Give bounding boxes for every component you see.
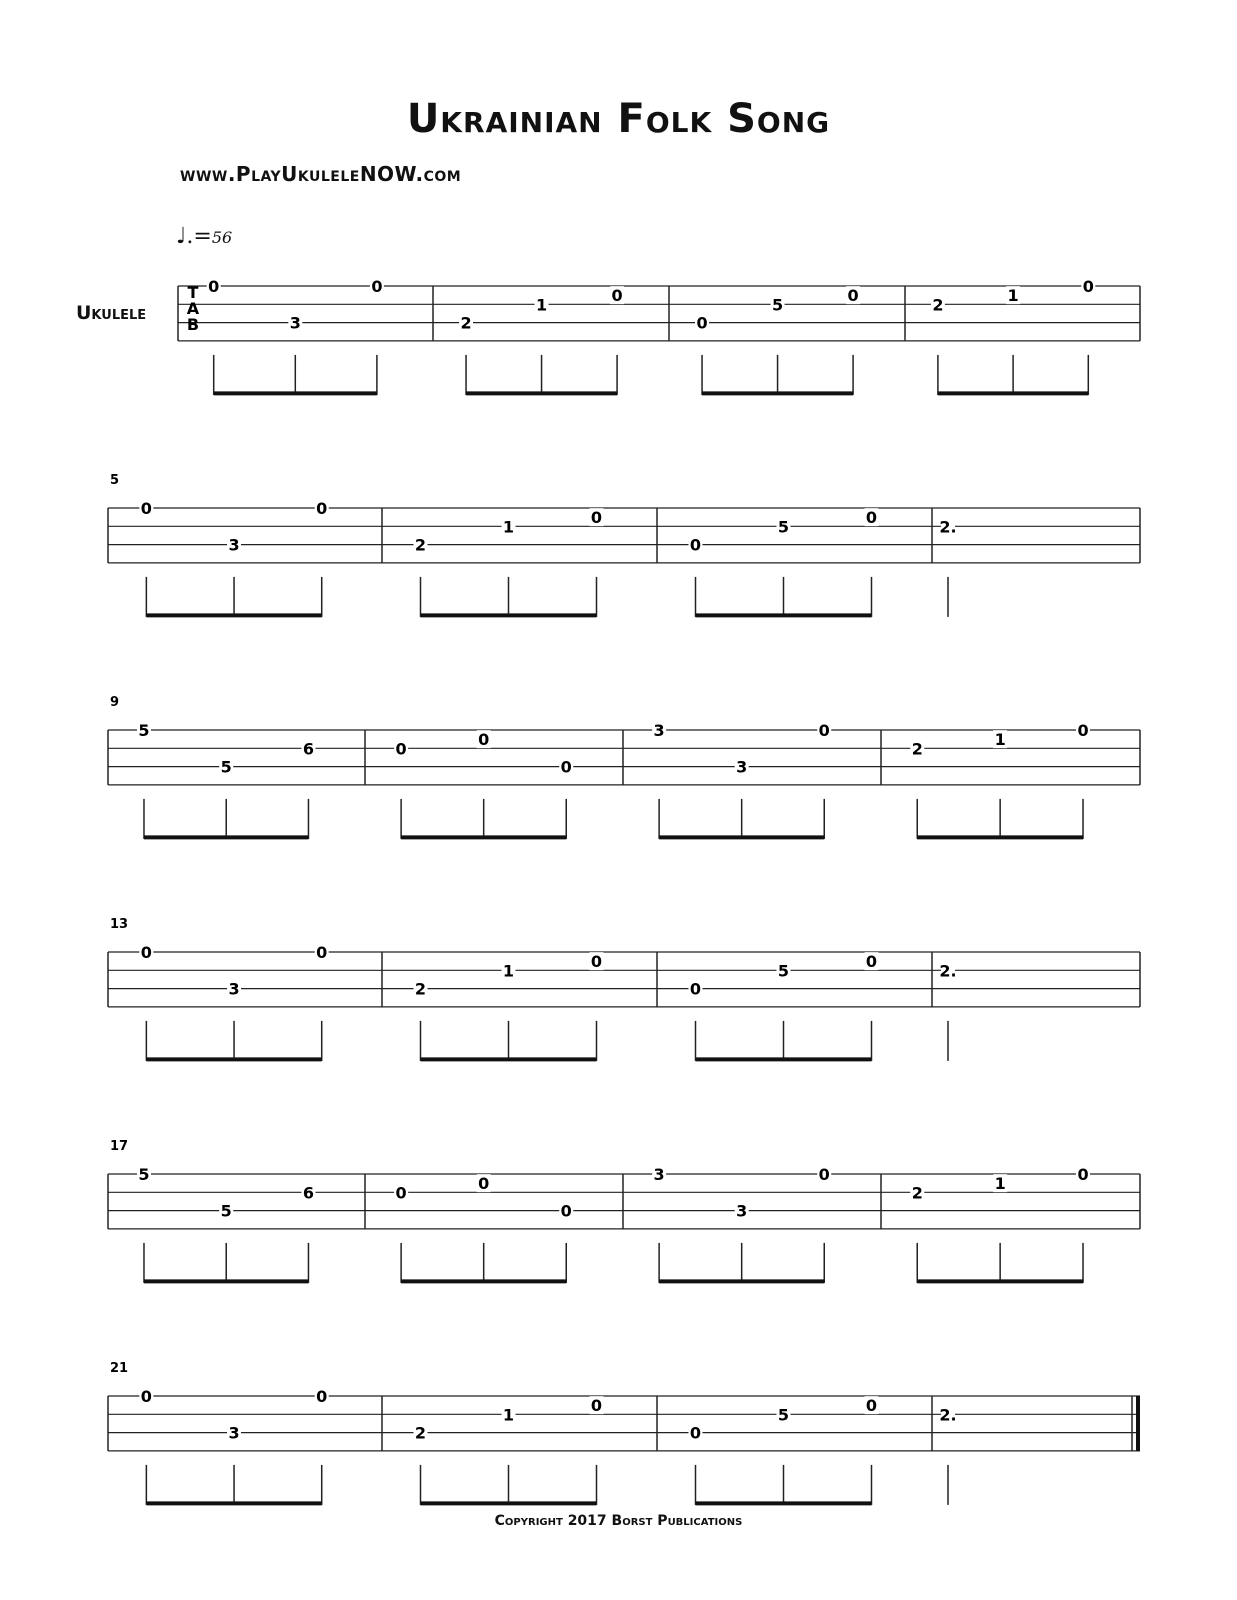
fret-number: 0 [865,952,878,972]
fret-number: 0 [696,313,708,333]
measure-number: 17 [110,1139,129,1154]
tab-clef-letter: A [186,299,200,318]
instrument-label: Ukulele [76,302,147,324]
copyright-notice: Copyright 2017 Borst Publications [494,1513,743,1529]
fret-number: 2. [939,1405,957,1425]
fret-number: 1 [502,517,515,537]
fret-number: 3 [736,757,748,777]
fret-number: 2 [414,1423,427,1443]
fret-number: 1 [502,961,515,981]
fret-number: 0 [611,286,623,306]
fret-number: 2 [911,1183,923,1203]
fret-number: 3 [228,535,240,555]
fret-number: 2 [932,295,944,315]
fret-number: 0 [689,1423,702,1443]
fret-number: 0 [208,277,220,296]
fret-number: 5 [777,1405,790,1425]
fret-number: 5 [220,757,232,777]
fret-number: 0 [140,943,152,962]
fret-number: 2 [414,979,427,999]
fret-number: 0 [590,508,603,528]
dotted-quarter-note-icon: ♩. [176,224,194,249]
measure-number: 9 [110,695,120,710]
fret-number: 0 [140,1387,152,1406]
fret-number: 5 [220,1201,232,1221]
measure-number: 5 [110,473,120,488]
song-title: Ukrainian Folk Song [406,96,831,142]
fret-number: 3 [653,721,665,740]
website-label: www.PlayUkuleleNOW.com [180,162,462,186]
fret-number: 0 [865,508,878,528]
fret-number: 0 [478,730,490,750]
fret-number: 2. [939,517,957,537]
fret-number: 6 [302,739,315,759]
fret-number: 2 [414,535,427,555]
fret-number: 5 [138,721,150,740]
measure-number: 13 [110,917,129,932]
fret-number: 6 [302,1183,315,1203]
measure-number: 21 [110,1361,129,1376]
fret-number: 0 [818,721,830,740]
fret-number: 0 [865,1396,878,1416]
fret-number: 1 [1007,286,1019,306]
fret-number: 0 [395,1183,407,1203]
fret-number: 0 [140,499,152,518]
fret-number: 0 [590,1396,603,1416]
tempo-value: 56 [211,228,233,247]
fret-number: 0 [1077,721,1089,740]
fret-number: 0 [847,286,859,306]
fret-number: 0 [818,1165,830,1184]
fret-number: 2 [911,739,923,759]
fret-number: 3 [228,979,240,999]
fret-number: 0 [560,757,572,777]
fret-number: 0 [689,979,702,999]
fret-number: 1 [535,295,548,315]
fret-number: 1 [502,1405,515,1425]
fret-number: 1 [994,730,1006,750]
tab-clef-letter: T [187,283,199,302]
fret-number: 0 [1077,1165,1089,1184]
fret-number: 3 [289,313,301,333]
fret-number: 0 [316,499,328,518]
fret-number: 0 [478,1174,490,1194]
fret-number: 0 [689,535,702,555]
fret-number: 0 [316,1387,328,1406]
fret-number: 5 [771,295,784,315]
fret-number: 1 [994,1174,1006,1194]
fret-number: 5 [777,517,790,537]
fret-number: 2. [939,961,957,981]
fret-number: 5 [777,961,790,981]
fret-number: 3 [228,1423,240,1443]
fret-number: 0 [590,952,603,972]
fret-number: 0 [316,943,328,962]
fret-number: 2 [460,313,472,333]
fret-number: 5 [138,1165,150,1184]
tempo-equals: = [193,224,212,249]
fret-number: 0 [1082,277,1094,296]
fret-number: 0 [395,739,407,759]
fret-number: 0 [371,277,383,296]
fret-number: 3 [736,1201,748,1221]
fret-number: 0 [560,1201,572,1221]
tab-clef-letter: B [186,315,200,334]
fret-number: 3 [653,1165,665,1184]
